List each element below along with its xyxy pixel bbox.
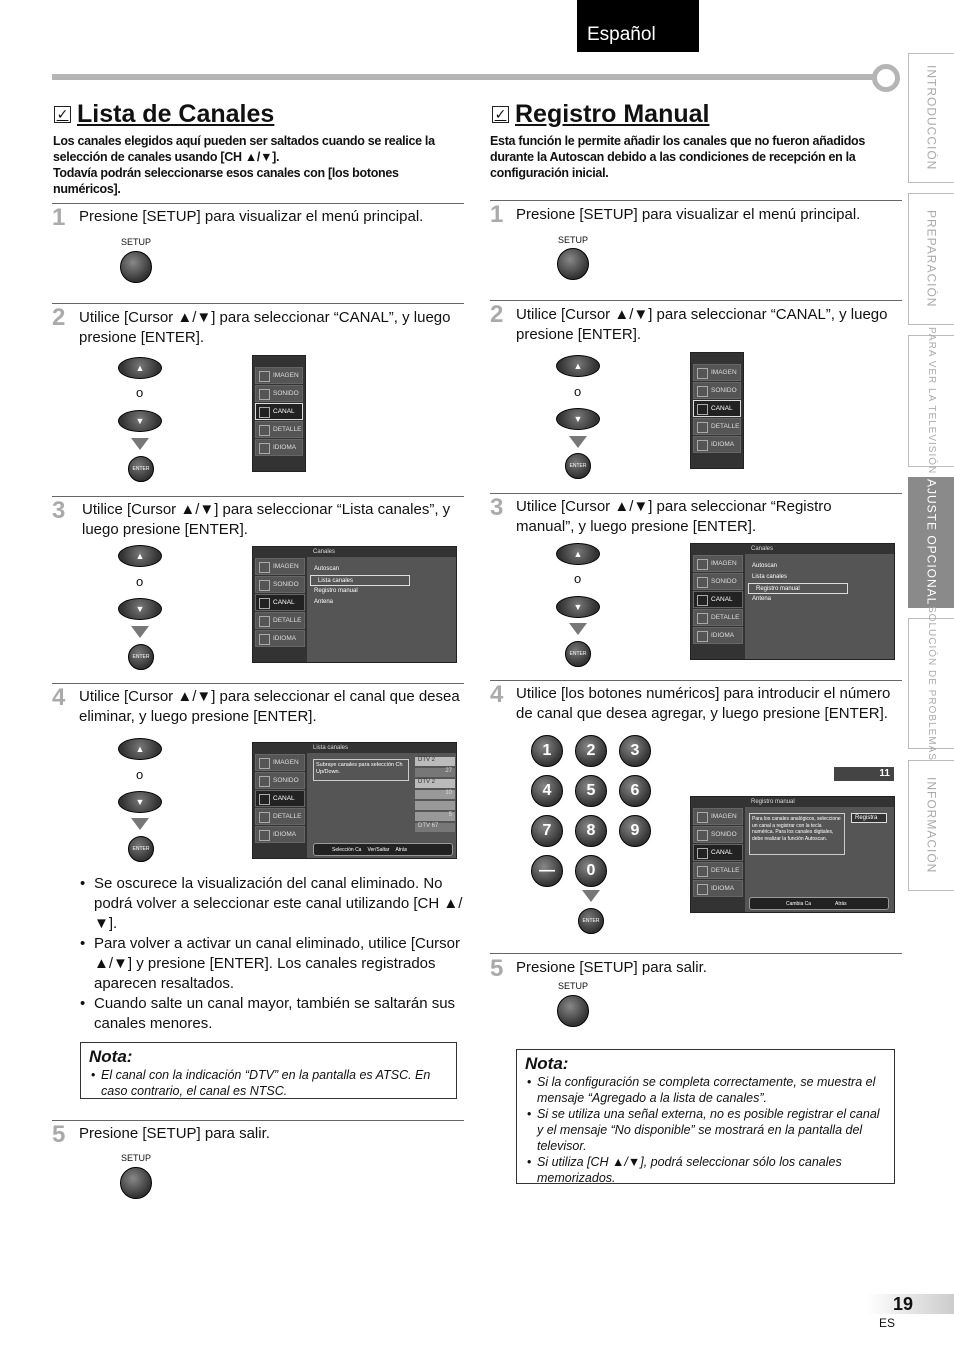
language-label: Español: [587, 24, 656, 45]
registro-manual-intro: Esta función le permite añadir los canales que no fueron añadidos durante la Autoscan debido a las condiciones de recepción en la configuración inicial.: [490, 134, 866, 180]
nota-item: • Si la configuración se completa correctamente, se muestra el mensaje “Agregado a la lista de canales”.: [525, 1074, 886, 1106]
lista-canales-panel: [307, 743, 456, 858]
cursor-up-button[interactable]: ▲: [118, 738, 162, 760]
tv-menu-column: [253, 743, 307, 858]
language-tab: [577, 0, 699, 52]
or-text: o: [574, 384, 582, 399]
lista-canales-title: [54, 100, 274, 129]
lista-canales-intro-1: Los canales elegidos aquí pueden ser saltados cuando se realice la selección de canales usando [CH ▲/▼].: [53, 134, 435, 164]
menu-item-canal: CANAL: [255, 594, 305, 611]
left-step4-text: Utilice [Cursor ▲/▼] para seleccionar el canal que desea eliminar, y luego presione [ENTER].: [79, 688, 460, 725]
tv-main-menu: [252, 355, 306, 472]
setup-label: SETUP: [120, 237, 151, 247]
menu-item-imagen: IMAGEN: [693, 364, 741, 381]
side-tab-label: PREPARACIÓN: [924, 210, 939, 308]
dash-button[interactable]: —: [531, 855, 563, 887]
menu-item-detalle: DETALLE: [255, 421, 303, 438]
tv-submenu: [307, 547, 456, 662]
menu-item-sonido: SONIDO: [693, 573, 743, 590]
submenu-item-registro-manual: Registro manual: [748, 583, 848, 594]
step-divider: [490, 200, 902, 201]
cursor-down-button[interactable]: ▼: [118, 598, 162, 620]
lista-canales-footer: [313, 843, 453, 856]
nota-title: Nota:: [525, 1054, 569, 1073]
menu-item-idioma: IDIOMA: [693, 436, 741, 453]
bullet-item: • Para volver a activar un canal eliminado, utilice [Cursor ▲/▼] y presione [ENTER]. Los canales registrados aparecen resaltados.: [80, 934, 465, 994]
step-divider: [52, 303, 464, 304]
channel-row[interactable]: DTV 2: [415, 757, 455, 766]
left-step3-text: Utilice [Cursor ▲/▼] para seleccionar “Lista canales”, y luego presione [ENTER].: [82, 501, 451, 538]
side-tab-label: INTRODUCCIÓN: [924, 65, 939, 171]
channel-row[interactable]: 27: [415, 768, 455, 777]
submenu-item-registro-manual: Registro manual: [314, 588, 358, 594]
footer-atras: Atrás: [395, 846, 408, 853]
side-tab-ajuste-opcional[interactable]: [908, 477, 954, 608]
number-button-6[interactable]: 6: [619, 775, 651, 807]
enter-button[interactable]: [128, 456, 154, 482]
side-tab-label: AJUSTE OPCIONAL: [924, 479, 939, 606]
or-text: o: [574, 571, 582, 586]
tv-lista-canales-screen: [252, 742, 457, 859]
bullet-item: • Cuando salte un canal mayor, también se saltarán sus canales menores.: [80, 994, 465, 1034]
menu-item-imagen: IMAGEN: [693, 808, 743, 825]
or-text: o: [136, 767, 144, 782]
step-divider: [52, 1120, 464, 1121]
setup-label: SETUP: [557, 235, 588, 245]
enter-button[interactable]: [128, 836, 154, 862]
step-number-4: 4: [490, 681, 504, 708]
right-step2-text: Utilice [Cursor ▲/▼] para seleccionar “CANAL”, y luego presione [ENTER].: [516, 306, 888, 343]
tv-menu-column: [253, 547, 307, 662]
channel-row[interactable]: DTV 67: [415, 823, 455, 832]
enter-label: ENTER: [132, 846, 150, 852]
cursor-up-button[interactable]: ▲: [556, 543, 600, 565]
submenu-item-lista-canales: Lista canales: [752, 574, 788, 580]
tv-canales-menu: [690, 543, 895, 660]
submenu-title: Canales: [307, 547, 456, 557]
step-divider: [52, 496, 464, 497]
tv-registro-manual-screen: [690, 796, 895, 913]
menu-item-imagen: IMAGEN: [693, 555, 743, 572]
menu-item-sonido: SONIDO: [255, 385, 303, 402]
arrow-down-icon: [569, 436, 587, 448]
footer-atras: Atrás: [835, 900, 847, 907]
lista-canales-message: Subraye canales para selección Ch Up/Down.: [313, 759, 409, 781]
number-button-9[interactable]: 9: [619, 815, 651, 847]
right-step1-text: Presione [SETUP] para visualizar el menú principal.: [516, 206, 861, 223]
footer-seleccion: Selección Ca: [332, 846, 362, 853]
cursor-up-button[interactable]: ▲: [118, 357, 162, 379]
menu-item-sonido: SONIDO: [255, 772, 305, 789]
right-step4-text: Utilice [los botones numéricos] para introducir el número de canal que desea agregar, y luego presione [ENTER].: [516, 685, 891, 722]
menu-item-canal: CANAL: [255, 403, 303, 420]
page-number: 19: [893, 1294, 914, 1314]
step-number-5: 5: [490, 955, 504, 982]
step-divider: [52, 203, 464, 204]
menu-item-canal: CANAL: [693, 400, 741, 417]
cursor-down-button[interactable]: ▼: [118, 791, 162, 813]
footer-cambia-ca: Cambia Ca: [786, 900, 812, 907]
side-tab-label: PARA VER LA TELEVISIÓN: [926, 327, 937, 475]
registro-manual-footer: [749, 897, 889, 910]
enter-button[interactable]: [128, 644, 154, 670]
enter-label: ENTER: [569, 463, 587, 469]
lista-canales-title: Lista canales: [307, 743, 456, 753]
side-tab-solucion-de-problemas[interactable]: [908, 606, 954, 761]
step-number-1: 1: [490, 201, 504, 228]
arrow-down-icon: [131, 626, 149, 638]
number-button-7[interactable]: 7: [531, 815, 563, 847]
registro-manual-title-text: Registro Manual: [515, 100, 710, 128]
nota-item: • Si utiliza [CH ▲/▼], podrá seleccionar sólo los canales memorizados.: [525, 1154, 886, 1186]
nota-list: [525, 1074, 886, 1186]
arrow-down-icon: [582, 890, 600, 902]
checkbox-icon: ✓: [492, 106, 509, 123]
submenu-item-lista-canales: Lista canales: [310, 575, 410, 586]
menu-item-idioma: IDIOMA: [693, 627, 743, 644]
menu-item-idioma: IDIOMA: [255, 439, 303, 456]
left-step5-text: Presione [SETUP] para salir.: [79, 1125, 270, 1142]
menu-item-imagen: IMAGEN: [255, 754, 305, 771]
cursor-up-button[interactable]: ▲: [556, 355, 600, 377]
enter-label: ENTER: [132, 654, 150, 660]
nota-item: • El canal con la indicación “DTV” en la pantalla es ATSC. En caso contrario, el canal es NTSC.: [89, 1067, 448, 1099]
menu-item-detalle: DETALLE: [255, 612, 305, 629]
number-button-2[interactable]: 2: [575, 735, 607, 767]
number-button-1[interactable]: 1: [531, 735, 563, 767]
menu-item-detalle: DETALLE: [693, 609, 743, 626]
cursor-down-button[interactable]: ▼: [556, 596, 600, 618]
nota-item: • Si se utiliza una señal externa, no es posible registrar el canal y el mensaje “No disponible” se mostrará en la pantalla del televisor.: [525, 1106, 886, 1154]
menu-item-detalle: DETALLE: [693, 862, 743, 879]
side-tab-label: SOLUCIÓN DE PROBLEMAS: [926, 606, 937, 761]
step-number-1: 1: [52, 204, 66, 231]
menu-item-canal: CANAL: [693, 591, 743, 608]
menu-item-idioma: IDIOMA: [255, 826, 305, 843]
submenu-item-antena: Antena: [752, 596, 772, 602]
channel-number-display: 11: [834, 767, 894, 781]
step-divider: [490, 300, 902, 301]
setup-label: SETUP: [120, 1153, 151, 1163]
menu-item-imagen: IMAGEN: [255, 558, 305, 575]
channel-row[interactable]: DTV 2: [415, 779, 455, 788]
left-step1-text: Presione [SETUP] para visualizar el menú principal.: [79, 208, 424, 225]
enter-button[interactable]: [565, 453, 591, 479]
step-divider: [490, 493, 902, 494]
tv-menu-column: [691, 544, 745, 659]
cursor-down-button[interactable]: ▼: [556, 408, 600, 430]
or-text: o: [136, 385, 144, 400]
number-button-0[interactable]: 0: [575, 855, 607, 887]
arrow-down-icon: [131, 818, 149, 830]
submenu-item-autoscan: Autoscan: [314, 566, 340, 572]
step-number-2: 2: [52, 304, 66, 331]
menu-item-sonido: SONIDO: [693, 826, 743, 843]
language-code: ES: [879, 1316, 896, 1330]
side-tab-para-ver-la-television[interactable]: [908, 327, 954, 475]
side-tab-introduccion[interactable]: [908, 53, 954, 183]
nota-title: Nota:: [89, 1047, 133, 1066]
side-tab-preparacion[interactable]: [908, 193, 954, 325]
registro-manual-panel: [745, 797, 894, 912]
checkbox-icon: ✓: [54, 106, 71, 123]
submenu-item-autoscan: Autoscan: [752, 563, 778, 569]
tv-menu-column: [691, 797, 745, 912]
right-nota-box: [516, 1049, 895, 1184]
menu-item-sonido: SONIDO: [693, 382, 741, 399]
registra-button[interactable]: Registra: [851, 813, 887, 823]
step-divider: [52, 683, 464, 684]
cursor-up-button[interactable]: ▲: [118, 545, 162, 567]
tv-submenu: [745, 544, 894, 659]
registro-manual-panel-title: Registro manual: [745, 797, 894, 807]
step-number-3: 3: [52, 497, 66, 524]
bullet-item: • Se oscurece la visualización del canal eliminado. No podrá volver a seleccionar este canal utilizando [CH ▲/▼].: [80, 874, 465, 934]
left-nota-box: [80, 1042, 457, 1099]
submenu-item-antena: Antena: [314, 599, 334, 605]
number-button-3[interactable]: 3: [619, 735, 651, 767]
menu-item-imagen: IMAGEN: [255, 367, 303, 384]
step-number-5: 5: [52, 1121, 66, 1148]
step-divider: [490, 680, 902, 681]
enter-label: ENTER: [132, 466, 150, 472]
cursor-down-button[interactable]: ▼: [118, 410, 162, 432]
enter-label: ENTER: [582, 918, 600, 924]
channel-row[interactable]: 5: [415, 812, 455, 821]
step-number-3: 3: [490, 494, 504, 521]
step-number-4: 4: [52, 684, 66, 711]
arrow-down-icon: [569, 623, 587, 635]
setup-button[interactable]: [120, 1167, 152, 1199]
menu-item-canal: CANAL: [255, 790, 305, 807]
number-button-4[interactable]: 4: [531, 775, 563, 807]
enter-label: ENTER: [569, 651, 587, 657]
setup-button[interactable]: [557, 995, 589, 1027]
nota-list: [89, 1067, 448, 1099]
step-divider: [490, 953, 902, 954]
menu-item-canal: CANAL: [693, 844, 743, 861]
side-tab-label: INFORMACIÓN: [924, 777, 939, 874]
arrow-down-icon: [131, 438, 149, 450]
enter-button[interactable]: [565, 641, 591, 667]
setup-label: SETUP: [557, 981, 588, 991]
menu-item-sonido: SONIDO: [255, 576, 305, 593]
header-rule: [52, 74, 882, 80]
number-button-8[interactable]: 8: [575, 815, 607, 847]
menu-item-idioma: IDIOMA: [255, 630, 305, 647]
menu-item-detalle: DETALLE: [255, 808, 305, 825]
setup-button[interactable]: [120, 251, 152, 283]
submenu-title: Canales: [745, 544, 894, 554]
lista-canales-intro-2: Todavía podrán seleccionarse esos canales con [los botones numéricos].: [53, 166, 399, 196]
registro-manual-title: [492, 100, 709, 129]
right-step5-text: Presione [SETUP] para salir.: [516, 959, 707, 976]
enter-button[interactable]: [578, 908, 604, 934]
header-ring-ornament: [872, 64, 900, 92]
menu-item-detalle: DETALLE: [693, 418, 741, 435]
tv-main-menu: [690, 352, 744, 469]
channel-list: [415, 757, 455, 832]
channel-row[interactable]: 10: [415, 790, 455, 799]
step-number-2: 2: [490, 301, 504, 328]
tv-canales-menu: [252, 546, 457, 663]
or-text: o: [136, 574, 144, 589]
channel-row[interactable]: [415, 801, 455, 810]
setup-button[interactable]: [557, 248, 589, 280]
lista-canales-bullets: [80, 874, 465, 1034]
footer-ver-saltar: Ver/Saltar: [367, 846, 390, 853]
lista-canales-title-text: Lista de Canales: [77, 100, 275, 128]
menu-item-idioma: IDIOMA: [693, 880, 743, 897]
side-tab-informacion[interactable]: [908, 760, 954, 891]
number-keypad: [531, 735, 655, 887]
registro-manual-message: Para los canales analógicos, seleccione un canal a registrar con la tecla numérica. Para los canales digitales, debe realizar la función Autoscan.: [749, 813, 845, 855]
left-step2-text: Utilice [Cursor ▲/▼] para seleccionar “CANAL”, y luego presione [ENTER].: [79, 309, 451, 346]
lista-canales-intro: [53, 133, 465, 197]
right-step3-text: Utilice [Cursor ▲/▼] para seleccionar “Registro manual”, y luego presione [ENTER].: [516, 498, 832, 535]
number-button-5[interactable]: 5: [575, 775, 607, 807]
